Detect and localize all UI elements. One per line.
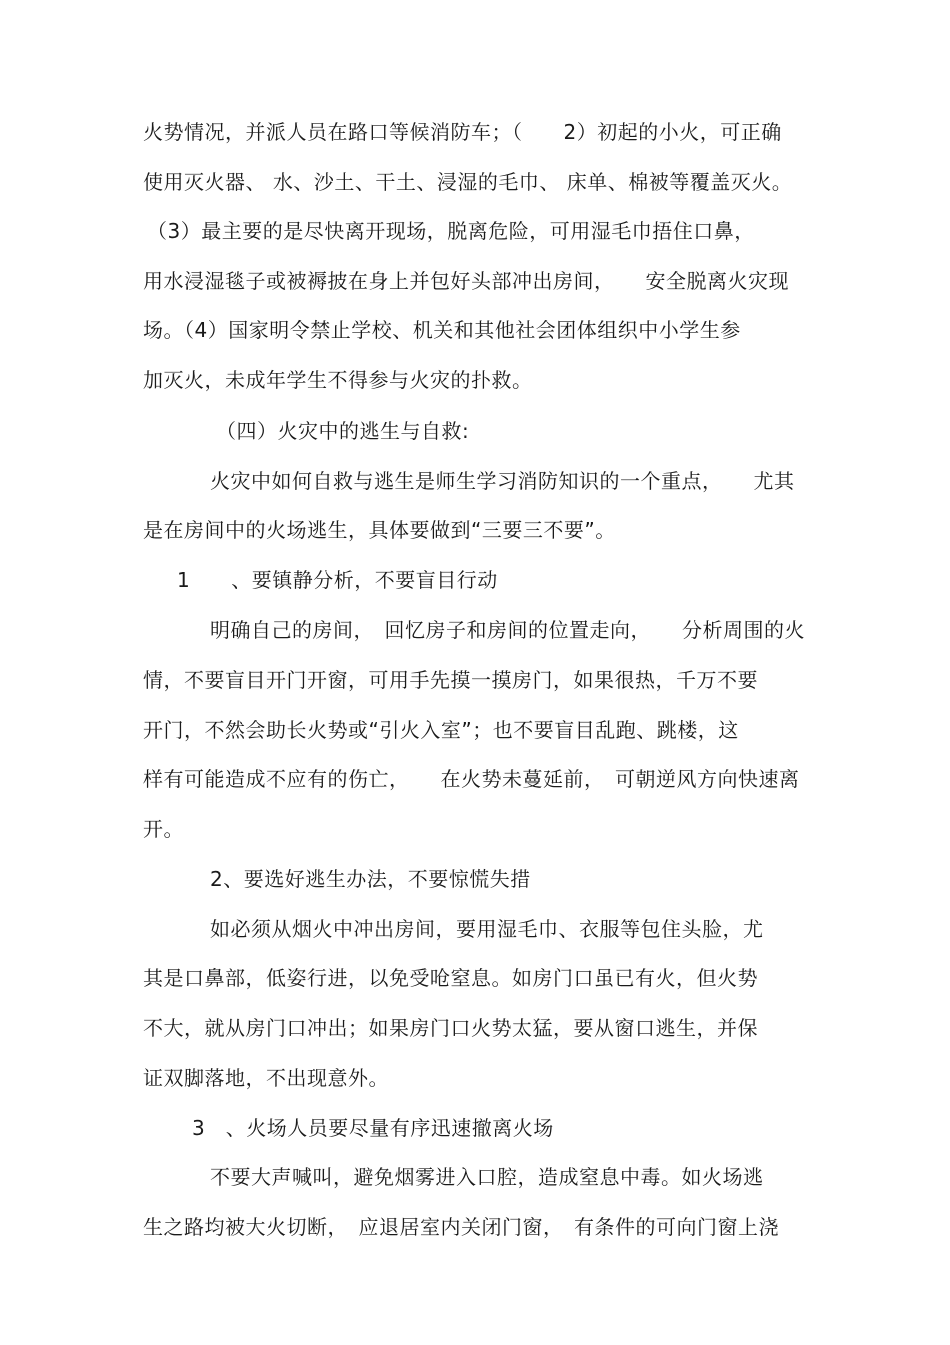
text-line: 场。（4）国家明令禁止学校、机关和其他社会团体组织中小学生参 (143, 318, 741, 342)
text-line: 样有可能造成不应有的伤亡， 在火势未蔓延前， 可朝逆风方向快速离 (143, 767, 800, 791)
text-line: 不大，就从房门口冲出；如果房门口火势太猛，要从窗口逃生，并保 (143, 1016, 758, 1040)
text-line: 明确自己的房间， 回忆房子和房间的位置走向， 分析周围的火 (210, 618, 805, 642)
text-line: 开。 (143, 817, 184, 841)
text-line: 其是口鼻部，低姿行进，以免受呛窒息。如房门口虽已有火，但火势 (143, 966, 758, 990)
text-line: 证双脚落地，不出现意外。 (143, 1066, 389, 1090)
subsection-heading: 3 、火场人员要尽量有序迅速撤离火场 (192, 1116, 554, 1140)
text-line: 开门，不然会助长火势或“引火入室”；也不要盲目乱跑、跳楼，这 (143, 718, 739, 742)
text-line: （3）最主要的是尽快离开现场，脱离危险，可用湿毛巾捂住口鼻， (147, 219, 755, 243)
subsection-heading: 1 、要镇静分析，不要盲目行动 (177, 568, 498, 592)
section-heading: （四）火灾中的逃生与自救: (216, 419, 470, 443)
text-line: 加灭火，未成年学生不得参与火灾的扑救。 (143, 368, 533, 392)
text-line: 用水浸湿毯子或被褥披在身上并包好头部冲出房间， 安全脱离火灾现 (143, 269, 789, 293)
text-line: 是在房间中的火场逃生，具体要做到“三要三不要”。 (143, 518, 616, 542)
text-line: 情，不要盲目开门开窗，可用手先摸一摸房门，如果很热，千万不要 (143, 668, 758, 692)
text-line: 火势情况，并派人员在路口等候消防车；（ 2）初起的小火，可正确 (143, 120, 782, 144)
text-line: 火灾中如何自救与逃生是师生学习消防知识的一个重点， 尤其 (210, 469, 795, 493)
text-line: 不要大声喊叫，避免烟雾进入口腔，造成窒息中毒。如火场逃 (210, 1165, 764, 1189)
text-line: 如必须从烟火中冲出房间，要用湿毛巾、衣服等包住头脸，尤 (210, 917, 764, 941)
text-line: 使用灭火器、 水、沙土、干土、浸湿的毛巾、 床单、棉被等覆盖灭火。 (143, 170, 793, 194)
subsection-heading: 2、要选好逃生办法，不要惊慌失措 (210, 867, 531, 891)
text-line: 生之路均被大火切断， 应退居室内关闭门窗， 有条件的可向门窗上浇 (143, 1215, 779, 1239)
